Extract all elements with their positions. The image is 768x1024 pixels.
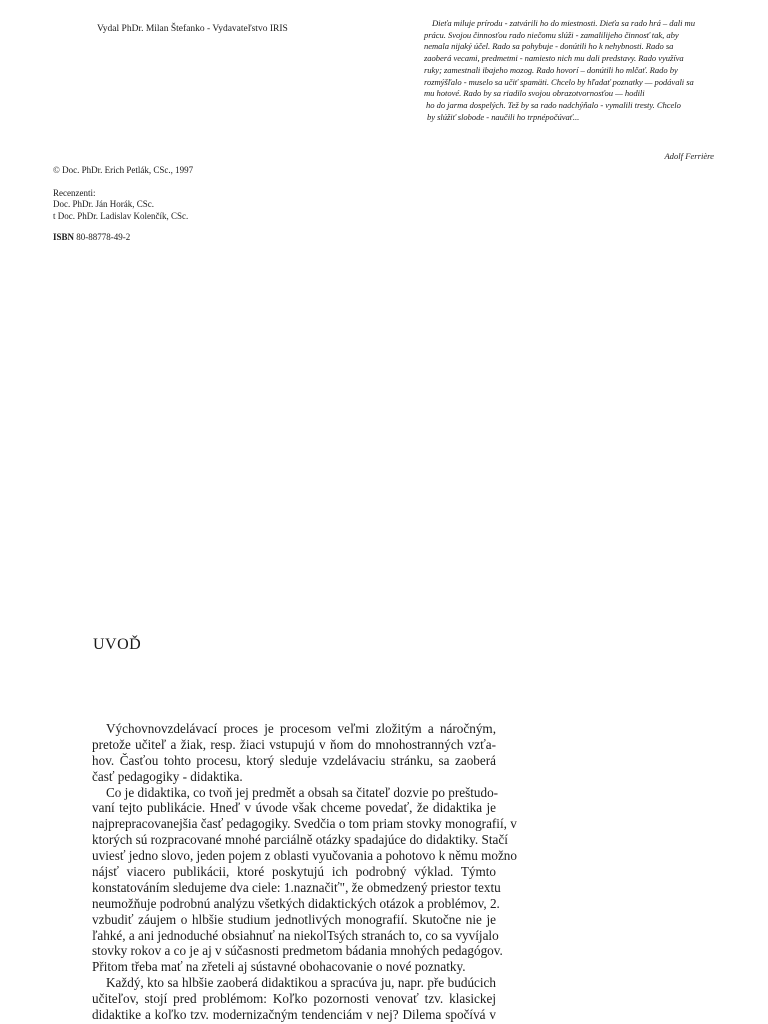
epigraph-author: Adolf Ferrière [664, 151, 714, 161]
epigraph-line: nemala nijaký účel. Rado sa pohybuje - donútili ho k nehybnosti. Rado sa [424, 41, 674, 52]
body-line: konstatováním sledujeme dva ciele: 1.naznačiť", že obmedzený priestor textu [92, 879, 501, 895]
body-line: Přitom třeba mať na zřeteli aj sústavné obohacovanie o nové poznatky. [92, 959, 466, 975]
body-line: hov. Časťou tohto procesu, ktorý sleduje vzdelávaciu stránku, sa zaoberá [92, 752, 496, 768]
reviewer-name: t Doc. PhDr. Ladislav Kolenčík, CSc. [53, 210, 189, 221]
body-line: ľahké, a ani jednoduché obsiahnuť na niekolTsých stranách to, co sa vyvíjalo [92, 927, 499, 943]
epigraph-line: zaoberá vecami, predmetmi - namiesto nich mu dali predstavy. Rado využíva [424, 53, 684, 64]
epigraph-line: Dieťa miluje prírodu - zatvárili ho do miestnosti. Dieťa sa rado hrá – dali mu [432, 18, 695, 28]
isbn-value: 80-88778-49-2 [76, 232, 131, 243]
epigraph-line: ho do jarma dospelých. Tež by sa rado nadchýňalo - vymalili tresty. Chcelo [426, 99, 681, 110]
copyright-notice: © Doc. PhDr. Erich Petlák, CSc., 1997 [53, 165, 194, 175]
body-line: Co je didaktika, co tvoň jej predmět a obsah sa čitateľ dozvie po preštudo- [106, 784, 499, 800]
isbn-label: ISBN [53, 232, 75, 243]
body-line: pretože učiteľ a žiak, resp. žiaci vstupujú v ňom do mnohostranných vzťa- [92, 736, 496, 752]
publisher-imprint: Vydal PhDr. Milan Štefanko - Vydavateľstvo IRIS [97, 24, 288, 34]
reviewers-label: Recenzenti: [53, 187, 96, 198]
body-line: stovky rokov a co je aj v súčasnosti predmetom bádania mnohých pedagógov. [92, 943, 503, 959]
body-line: ktorých sú rozpracované mnohé parciálně otázky spadajúce do didaktiky. Stačí [92, 832, 508, 848]
body-line: vaní tejto publikácie. Hneď v úvode však chceme povedať, že didaktika je [92, 800, 496, 816]
credits-block [53, 165, 193, 244]
body-line: Každý, kto sa hlbšie zaoberá didaktikou a spracúva ju, napr. pře budúcich [106, 975, 496, 991]
epigraph-line: prácu. Svojou činnosťou rado niečomu slúži - zamalilijeho činnosť tak, aby [424, 29, 679, 40]
epigraph-line: ruky; zamestnali ibajeho mozog. Rado hovorí – donútili ho mlčať. Rado by [424, 64, 678, 75]
body-text [92, 721, 517, 1023]
section-title: UVOĎ [93, 636, 142, 653]
body-line: najprepracovanejšia časť pedagogiky. Svedčia o tom priam stovky monografií, v [92, 816, 517, 832]
epigraph-line: mu hotové. Rado by sa riadilo svojou obrazotvornosťou — hodili [424, 88, 645, 99]
body-line: uviesť jedno slovo, jeden pojem z oblasti vyučovania a pohotovo k němu možno [92, 848, 517, 864]
isbn [53, 232, 193, 244]
epigraph-line: rozmýšľalo - muselo sa učiť spamäti. Chcelo by hľadať poznatky — podávali sa [424, 76, 694, 87]
body-line: nájsť viacero publikácii, ktoré poskytujú ich podrobný výklad. Týmto [92, 864, 496, 880]
body-line: vzbudiť záujem o hlbšie studium jednotlivých monografií. Skutočne nie je [92, 911, 496, 927]
reviewer-name: Doc. PhDr. Ján Horák, CSc. [53, 199, 154, 210]
body-line: Výchovnovzdelávací proces je procesom veľmi zložitým a náročným, [106, 721, 496, 736]
epigraph-line: by slúžiť slobode - naučili ho trpnépočúvať... [427, 111, 580, 122]
body-line: neumožňuje podrobnú analýzu všetkých didaktických otázok a problémov, 2. [92, 895, 500, 911]
body-line: didaktike a koľko tzv. modernizačným tendenciám v nej? Dilema spočívá v [92, 1007, 496, 1023]
epigraph [418, 18, 714, 123]
body-line: učiteľov, stojí pred problémom: Koľko pozornosti venovať tzv. klasickej [92, 991, 496, 1007]
body-line: časť pedagogiky - didaktika. [92, 768, 243, 784]
